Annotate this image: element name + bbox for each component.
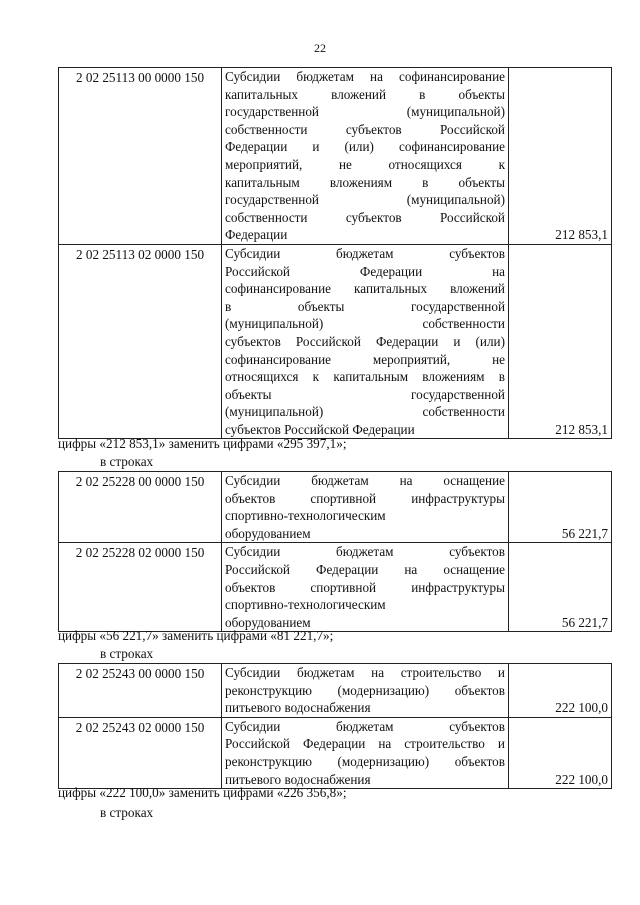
- replacement-note: цифры «222 100,0» заменить цифрами «226 356,8»;: [58, 785, 347, 800]
- budget-table-1: [58, 67, 612, 439]
- description-line: капитальным вложениям в объекты: [225, 174, 505, 190]
- budget-code-cell: 2 02 25228 00 0000 150: [59, 472, 222, 543]
- description-cell: [222, 68, 509, 245]
- description-line: (муниципальной) собственности: [225, 404, 505, 420]
- description-line: оборудованием: [225, 614, 311, 630]
- description-line: реконструкцию (модернизацию) объектов: [225, 753, 505, 769]
- description-line: оборудованием: [225, 525, 311, 541]
- amount-cell: 212 853,1: [509, 244, 612, 439]
- budget-code-cell: 2 02 25228 02 0000 150: [59, 543, 222, 632]
- description-line: спортивно-технологическим: [225, 508, 386, 524]
- amount-cell: 222 100,0: [509, 717, 612, 788]
- in-rows-text: в строках: [100, 805, 154, 820]
- description-line: собственности субъектов Российской: [225, 209, 505, 225]
- description-line: реконструкцию (модернизацию) объектов: [225, 682, 505, 698]
- table-row: [59, 68, 612, 245]
- description-line: Субсидии бюджетам субъектов: [225, 245, 505, 261]
- amount-cell: 56 221,7: [509, 543, 612, 632]
- amount-cell: 56 221,7: [509, 472, 612, 543]
- description-cell: [222, 664, 509, 718]
- description-line: Российской Федерации на строительство и: [225, 736, 505, 752]
- budget-code-cell: 2 02 25243 02 0000 150: [59, 717, 222, 788]
- budget-table-3: [58, 663, 612, 789]
- description-line: субъектов Российской Федерации: [225, 421, 415, 437]
- replacement-note: цифры «56 221,7» заменить цифрами «81 221,7»;: [58, 628, 334, 643]
- description-cell: [222, 472, 509, 543]
- description-line: Федерации: [225, 227, 288, 243]
- in-rows-text: в строках: [100, 646, 154, 661]
- description-line: собственности субъектов Российской: [225, 121, 505, 137]
- description-line: софинансирование мероприятий, не: [225, 351, 505, 367]
- description-line: (муниципальной) собственности: [225, 316, 505, 332]
- description-cell: [222, 244, 509, 439]
- description-line: государственной (муниципальной): [225, 104, 505, 120]
- description-line: объекты государственной: [225, 386, 505, 402]
- page-number: 22: [314, 41, 326, 55]
- amount-cell: 212 853,1: [509, 68, 612, 245]
- budget-code-cell: 2 02 25113 02 0000 150: [59, 244, 222, 439]
- description-line: Субсидии бюджетам на оснащение: [225, 473, 505, 488]
- in-rows-text: в строках: [100, 454, 154, 469]
- description-line: Субсидии бюджетам субъектов: [225, 718, 505, 734]
- description-line: софинансирование капитальных вложений: [225, 281, 505, 297]
- description-line: Субсидии бюджетам субъектов: [225, 544, 505, 560]
- budget-code-cell: 2 02 25113 00 0000 150: [59, 68, 222, 245]
- description-cell: [222, 717, 509, 788]
- description-line: государственной (муниципальной): [225, 192, 505, 208]
- table-row: [59, 472, 612, 543]
- table-row: [59, 244, 612, 439]
- description-line: Субсидии бюджетам на строительство и: [225, 665, 505, 680]
- description-line: в объекты государственной: [225, 298, 505, 314]
- table-row: [59, 717, 612, 788]
- replacement-note: цифры «212 853,1» заменить цифрами «295 397,1»;: [58, 436, 347, 451]
- description-line: относящихся к капитальным вложениям в: [225, 369, 505, 385]
- amount-cell: 222 100,0: [509, 664, 612, 718]
- description-line: капитальных вложений в объекты: [225, 86, 505, 102]
- table-row: [59, 543, 612, 632]
- table-row: [59, 664, 612, 718]
- description-line: Российской Федерации на: [225, 263, 505, 279]
- description-line: питьевого водоснабжения: [225, 771, 371, 787]
- description-line: Субсидии бюджетам на софинансирование: [225, 69, 505, 84]
- budget-table-2: [58, 471, 612, 632]
- description-cell: [222, 543, 509, 632]
- budget-code-cell: 2 02 25243 00 0000 150: [59, 664, 222, 718]
- description-line: субъектов Российской Федерации и (или): [225, 333, 505, 349]
- description-line: Российской Федерации на оснащение: [225, 561, 505, 577]
- description-line: объектов спортивной инфраструктуры: [225, 490, 505, 506]
- description-line: спортивно-технологическим: [225, 597, 386, 613]
- description-line: объектов спортивной инфраструктуры: [225, 579, 505, 595]
- description-line: мероприятий, не относящихся к: [225, 156, 505, 172]
- description-line: питьевого водоснабжения: [225, 700, 371, 716]
- description-line: Федерации и (или) софинансирование: [225, 139, 505, 155]
